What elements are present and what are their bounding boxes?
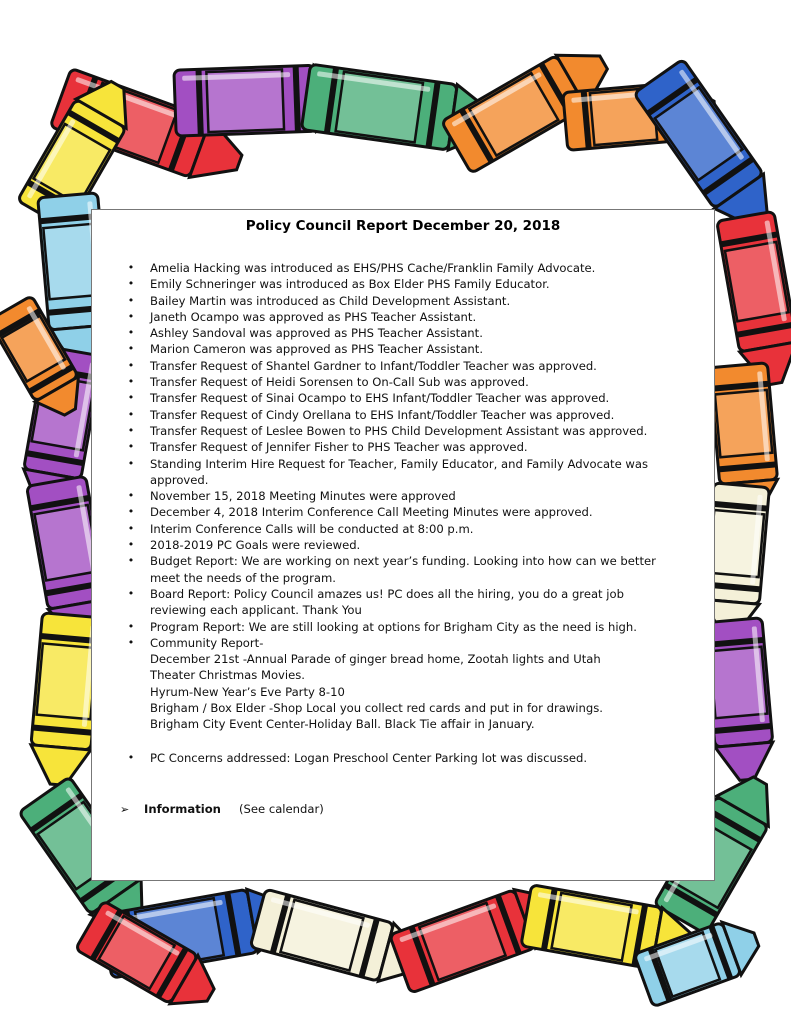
list-item — [126, 750, 706, 766]
list-item — [126, 456, 706, 489]
list-item-text: December 21st -Annual Parade of ginger bread home, Zootah lights and Utah — [150, 652, 601, 667]
list-item-text: Community Report- — [150, 635, 264, 650]
list-item-text: December 4, 2018 Interim Conference Call Meeting Minutes were approved. — [150, 505, 593, 520]
bullet-icon: • — [127, 554, 135, 568]
list-item — [126, 504, 706, 520]
list-item-text: Ashley Sandoval was approved as PHS Teacher Assistant. — [150, 326, 483, 341]
list-item-text: Marion Cameron was approved as PHS Teacher Assistant. — [150, 342, 484, 357]
list-item — [126, 537, 706, 553]
list-item-text: Transfer Request of Sinai Ocampo to EHS Infant/Toddler Teacher was approved. — [150, 391, 610, 406]
bullet-icon: • — [127, 309, 135, 323]
list-item-text: Transfer Request of Shantel Gardner to Infant/Toddler Teacher was approved. — [150, 358, 597, 373]
list-item-text: Transfer Request of Cindy Orellana to EHS Infant/Toddler Teacher was approved. — [150, 407, 615, 422]
list-item — [126, 260, 706, 276]
information-row — [120, 802, 324, 816]
bullet-icon: • — [127, 635, 135, 649]
bullet-icon: • — [127, 423, 135, 437]
list-item — [126, 423, 706, 439]
bullet-icon: • — [127, 538, 135, 552]
bullet-icon: • — [127, 342, 135, 356]
list-item — [126, 553, 706, 586]
list-item — [126, 309, 706, 325]
bullet-icon: • — [127, 440, 135, 454]
list-item — [126, 619, 706, 635]
bullet-icon: • — [127, 521, 135, 535]
bullet-icon: • — [127, 293, 135, 307]
list-item — [126, 439, 706, 455]
list-item — [126, 586, 706, 619]
list-item-text: Interim Conference Calls will be conducted at 8:00 p.m. — [150, 521, 474, 536]
bullet-icon: • — [127, 456, 135, 470]
list-item-text: Standing Interim Hire Request for Teacher, Family Educator, and Family Advocate was — [150, 456, 649, 471]
list-item-text: approved. — [150, 472, 209, 487]
bullet-icon: • — [127, 750, 135, 764]
list-item-text: reviewing each applicant. Thank You — [150, 603, 362, 618]
bullet-icon: • — [127, 586, 135, 600]
list-item-text: Budget Report: We are working on next year’s funding. Looking into how can we better — [150, 554, 656, 569]
list-item-text: Bailey Martin was introduced as Child Development Assistant. — [150, 293, 511, 308]
report-title: Policy Council Report December 20, 2018 — [245, 218, 561, 234]
list-item — [126, 276, 706, 292]
list-item — [126, 293, 706, 309]
list-item-text: Emily Schneringer was introduced as Box Elder PHS Family Educator. — [150, 277, 550, 292]
list-item — [126, 407, 706, 423]
list-item-text: Transfer Request of Leslee Bowen to PHS Child Development Assistant was approved. — [150, 423, 648, 438]
information-label: Information — [144, 802, 221, 816]
list-item-text: Theater Christmas Movies. — [150, 668, 305, 683]
report-bullet-list — [126, 260, 706, 766]
bullet-icon: • — [127, 277, 135, 291]
arrow-bullet-icon: ➢ — [120, 802, 130, 816]
list-item-text: Transfer Request of Heidi Sorensen to On-Call Sub was approved. — [150, 375, 529, 390]
list-item — [126, 358, 706, 374]
list-item — [126, 374, 706, 390]
bullet-icon: • — [127, 326, 135, 340]
list-item-text: Janeth Ocampo was approved as PHS Teacher Assistant. — [150, 309, 477, 324]
list-item-text: Brigham / Box Elder -Shop Local you collect red cards and put in for drawings. — [150, 701, 603, 716]
list-item-text: 2018-2019 PC Goals were reviewed. — [150, 538, 361, 553]
list-item-text: Program Report: We are still looking at options for Brigham City as the need is high. — [150, 619, 637, 634]
list-item — [126, 488, 706, 504]
list-item — [126, 341, 706, 357]
list-item-text: Board Report: Policy Council amazes us! PC does all the hiring, you do a great job — [150, 586, 624, 601]
list-item-text: meet the needs of the program. — [150, 570, 336, 585]
list-item — [126, 325, 706, 341]
list-item-text: Brigham City Event Center-Holiday Ball. Black Tie affair in January. — [150, 717, 535, 732]
report-page — [91, 209, 715, 881]
bullet-icon: • — [127, 407, 135, 421]
list-item — [126, 390, 706, 406]
bullet-icon: • — [127, 391, 135, 405]
list-item-text: Hyrum-New Year’s Eve Party 8-10 — [150, 684, 345, 699]
bullet-icon: • — [127, 505, 135, 519]
list-item — [126, 635, 706, 733]
crayon-shape — [717, 211, 791, 388]
information-note: (See calendar) — [239, 802, 324, 816]
bullet-icon: • — [127, 358, 135, 372]
list-item-text: November 15, 2018 Meeting Minutes were approved — [150, 489, 456, 504]
list-item-text: Amelia Hacking was introduced as EHS/PHS Cache/Franklin Family Advocate. — [150, 261, 596, 275]
bullet-icon: • — [127, 261, 135, 274]
bullet-icon: • — [127, 619, 135, 633]
list-item — [126, 521, 706, 537]
bullet-icon: • — [127, 375, 135, 389]
list-item-text: PC Concerns addressed: Logan Preschool Center Parking lot was discussed. — [150, 750, 588, 765]
list-item-text: Transfer Request of Jennifer Fisher to PHS Teacher was approved. — [150, 440, 528, 455]
bullet-icon: • — [127, 489, 135, 503]
